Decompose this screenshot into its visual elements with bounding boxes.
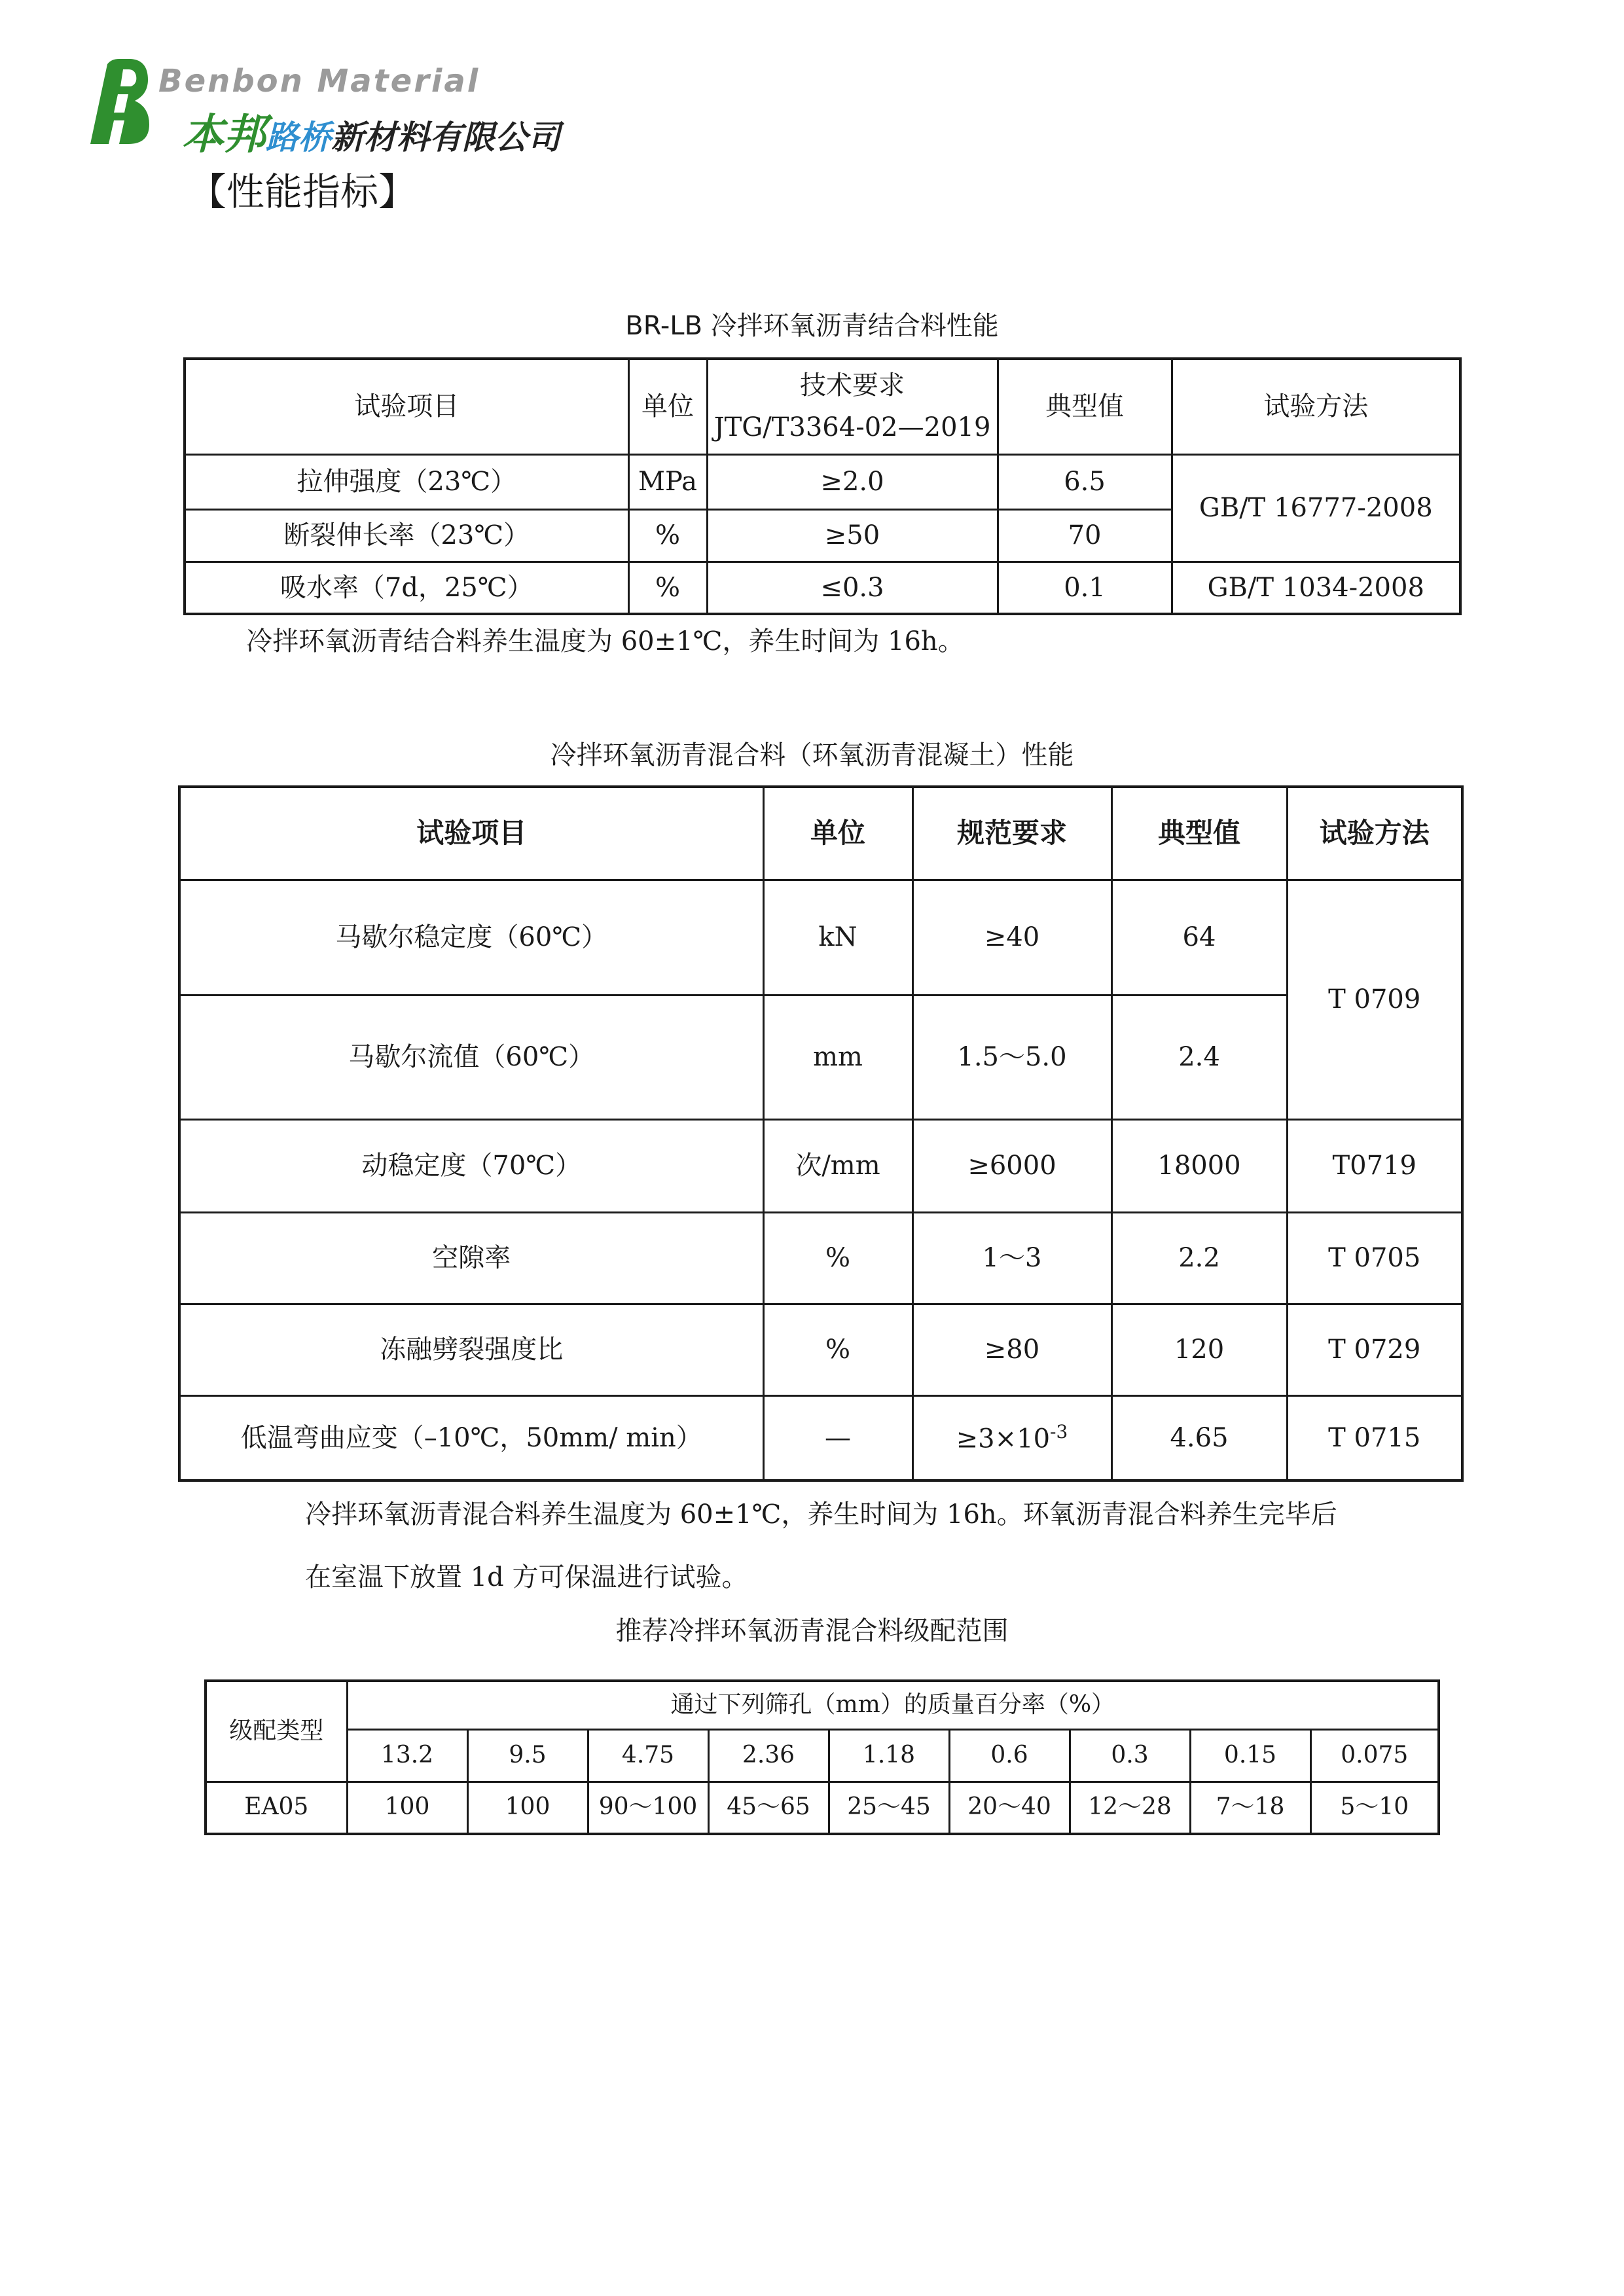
t1-cell-req: ≤0.3 (707, 562, 998, 614)
table2-note-line2: 在室温下放置 1d 方可保温进行试验。 (305, 1562, 748, 1592)
t3-cell-value: 45～65 (708, 1782, 829, 1834)
table2-header-row (179, 787, 1462, 880)
t1-cell-typical: 70 (998, 509, 1172, 562)
t2-cell-item: 马歇尔稳定度（60℃） (179, 880, 763, 995)
table-row (179, 880, 1462, 995)
gradation-range-table (204, 1679, 1440, 1835)
t3-cell-value: 7～18 (1190, 1782, 1310, 1834)
t2-req-base: ≥3×10 (956, 1423, 1051, 1454)
t3-sieve-size: 1.18 (829, 1729, 949, 1782)
t2-cell-req: 1～3 (912, 1212, 1111, 1304)
t2-header-item: 试验项目 (179, 787, 763, 880)
table3-caption: 推荐冷拌环氧沥青混合料级配范围 (615, 1616, 1009, 1646)
t1-header-item: 试验项目 (185, 359, 628, 454)
t1-cell-unit: % (628, 509, 707, 562)
table1-header-row (185, 359, 1460, 454)
t2-cell-req: ≥40 (912, 880, 1111, 995)
t1-cell-unit: MPa (628, 454, 707, 509)
t1-cell-method: GB/T 16777-2008 (1172, 454, 1460, 562)
company-logo (85, 58, 622, 159)
t2-cell-method: T0719 (1287, 1119, 1462, 1212)
t2-cell-unit: kN (763, 880, 912, 995)
t2-cell-typical: 2.4 (1111, 995, 1287, 1119)
logo-cn-part1: 本邦 (182, 111, 266, 159)
t2-cell-typical: 64 (1111, 880, 1287, 995)
table3-header-row (206, 1681, 1439, 1729)
t3-cell-value: 25～45 (829, 1782, 949, 1834)
table1-caption: BR-LB 冷拌环氧沥青结合料性能 (625, 311, 999, 341)
t2-cell-req: ≥6000 (912, 1119, 1111, 1212)
table-row (179, 1212, 1462, 1304)
table-row (179, 1395, 1462, 1480)
table2-caption: 冷拌环氧沥青混合料（环氧沥青混凝土）性能 (550, 740, 1074, 770)
t2-cell-method: T 0705 (1287, 1212, 1462, 1304)
t1-header-req-line2: JTG/T3364-02—2019 (713, 412, 991, 443)
t2-cell-item: 马歇尔流值（60℃） (179, 995, 763, 1119)
t3-sieve-size: 0.15 (1190, 1729, 1310, 1782)
table-row (206, 1782, 1439, 1834)
t3-cell-value: 5～10 (1310, 1782, 1439, 1834)
t2-cell-typical: 4.65 (1111, 1395, 1287, 1480)
t3-sieve-size: 13.2 (347, 1729, 467, 1782)
t3-cell-type: EA05 (206, 1782, 347, 1834)
t2-header-method: 试验方法 (1287, 787, 1462, 880)
t3-cell-value: 20～40 (949, 1782, 1070, 1834)
t2-header-typical: 典型值 (1111, 787, 1287, 880)
logo-mark-icon (85, 58, 151, 145)
t1-cell-method: GB/T 1034-2008 (1172, 562, 1460, 614)
table2-note-line1: 冷拌环氧沥青混合料养生温度为 60±1℃，养生时间为 16h。环氧沥青混合料养生完毕后 (305, 1499, 1337, 1530)
table3-sieve-row (206, 1729, 1439, 1782)
t1-cell-req: ≥50 (707, 509, 998, 562)
t3-cell-value: 100 (467, 1782, 588, 1834)
t2-cell-unit: 次/mm (763, 1119, 912, 1212)
t2-req-exponent: -3 (1050, 1420, 1068, 1443)
t2-cell-item: 冻融劈裂强度比 (179, 1304, 763, 1395)
t2-cell-unit: mm (763, 995, 912, 1119)
t2-cell-typical: 120 (1111, 1304, 1287, 1395)
t3-sieve-size: 0.075 (1310, 1729, 1439, 1782)
t2-cell-item: 低温弯曲应变（–10℃，50mm/ min） (179, 1395, 763, 1480)
t1-cell-item: 吸水率（7d，25℃） (185, 562, 628, 614)
t2-cell-req: ≥80 (912, 1304, 1111, 1395)
t3-sieve-size: 0.3 (1070, 1729, 1190, 1782)
table-row (179, 1304, 1462, 1395)
t1-header-unit: 单位 (628, 359, 707, 454)
t1-header-req-line1: 技术要求 (800, 370, 905, 401)
t1-cell-unit: % (628, 562, 707, 614)
table1-note: 冷拌环氧沥青结合料养生温度为 60±1℃，养生时间为 16h。 (246, 626, 964, 656)
t3-sieve-size: 2.36 (708, 1729, 829, 1782)
t3-sieve-size: 4.75 (588, 1729, 708, 1782)
table-row (185, 562, 1460, 614)
t2-cell-typical: 18000 (1111, 1119, 1287, 1212)
t1-cell-item: 拉伸强度（23℃） (185, 454, 628, 509)
t2-cell-method: T 0709 (1287, 880, 1462, 1119)
t2-cell-req: 1.5～5.0 (912, 995, 1111, 1119)
t2-cell-item: 空隙率 (179, 1212, 763, 1304)
t1-cell-item: 断裂伸长率（23℃） (185, 509, 628, 562)
t2-cell-req (912, 1395, 1111, 1480)
mixture-performance-table (178, 785, 1464, 1482)
binder-performance-table (183, 357, 1462, 615)
t3-cell-value: 100 (347, 1782, 467, 1834)
t3-cell-value: 90～100 (588, 1782, 708, 1834)
t2-cell-method: T 0715 (1287, 1395, 1462, 1480)
logo-chinese-name (182, 101, 560, 161)
t2-cell-item: 动稳定度（70℃） (179, 1119, 763, 1212)
t1-header-typical: 典型值 (998, 359, 1172, 454)
t2-header-requirement: 规范要求 (912, 787, 1111, 880)
t1-header-requirement (707, 359, 998, 454)
t1-cell-req: ≥2.0 (707, 454, 998, 509)
t2-cell-typical: 2.2 (1111, 1212, 1287, 1304)
t1-header-method: 试验方法 (1172, 359, 1460, 454)
t3-header-type: 级配类型 (206, 1681, 347, 1782)
table-row (179, 995, 1462, 1119)
t3-sieve-size: 0.6 (949, 1729, 1070, 1782)
section-title: 【性能指标】 (189, 170, 417, 214)
t2-cell-unit: % (763, 1304, 912, 1395)
logo-english-name: Benbon Material (158, 63, 480, 99)
t3-cell-value: 12～28 (1070, 1782, 1190, 1834)
t2-header-unit: 单位 (763, 787, 912, 880)
t3-header-passing: 通过下列筛孔（mm）的质量百分率（%） (347, 1681, 1439, 1729)
logo-cn-part3: 新材料有限公司 (331, 118, 560, 156)
t3-sieve-size: 9.5 (467, 1729, 588, 1782)
t1-cell-typical: 0.1 (998, 562, 1172, 614)
t2-cell-unit: % (763, 1212, 912, 1304)
table-row (185, 454, 1460, 509)
logo-cn-part2: 路桥 (266, 118, 331, 156)
t2-cell-method: T 0729 (1287, 1304, 1462, 1395)
t2-cell-unit: — (763, 1395, 912, 1480)
t1-cell-typical: 6.5 (998, 454, 1172, 509)
table-row (179, 1119, 1462, 1212)
